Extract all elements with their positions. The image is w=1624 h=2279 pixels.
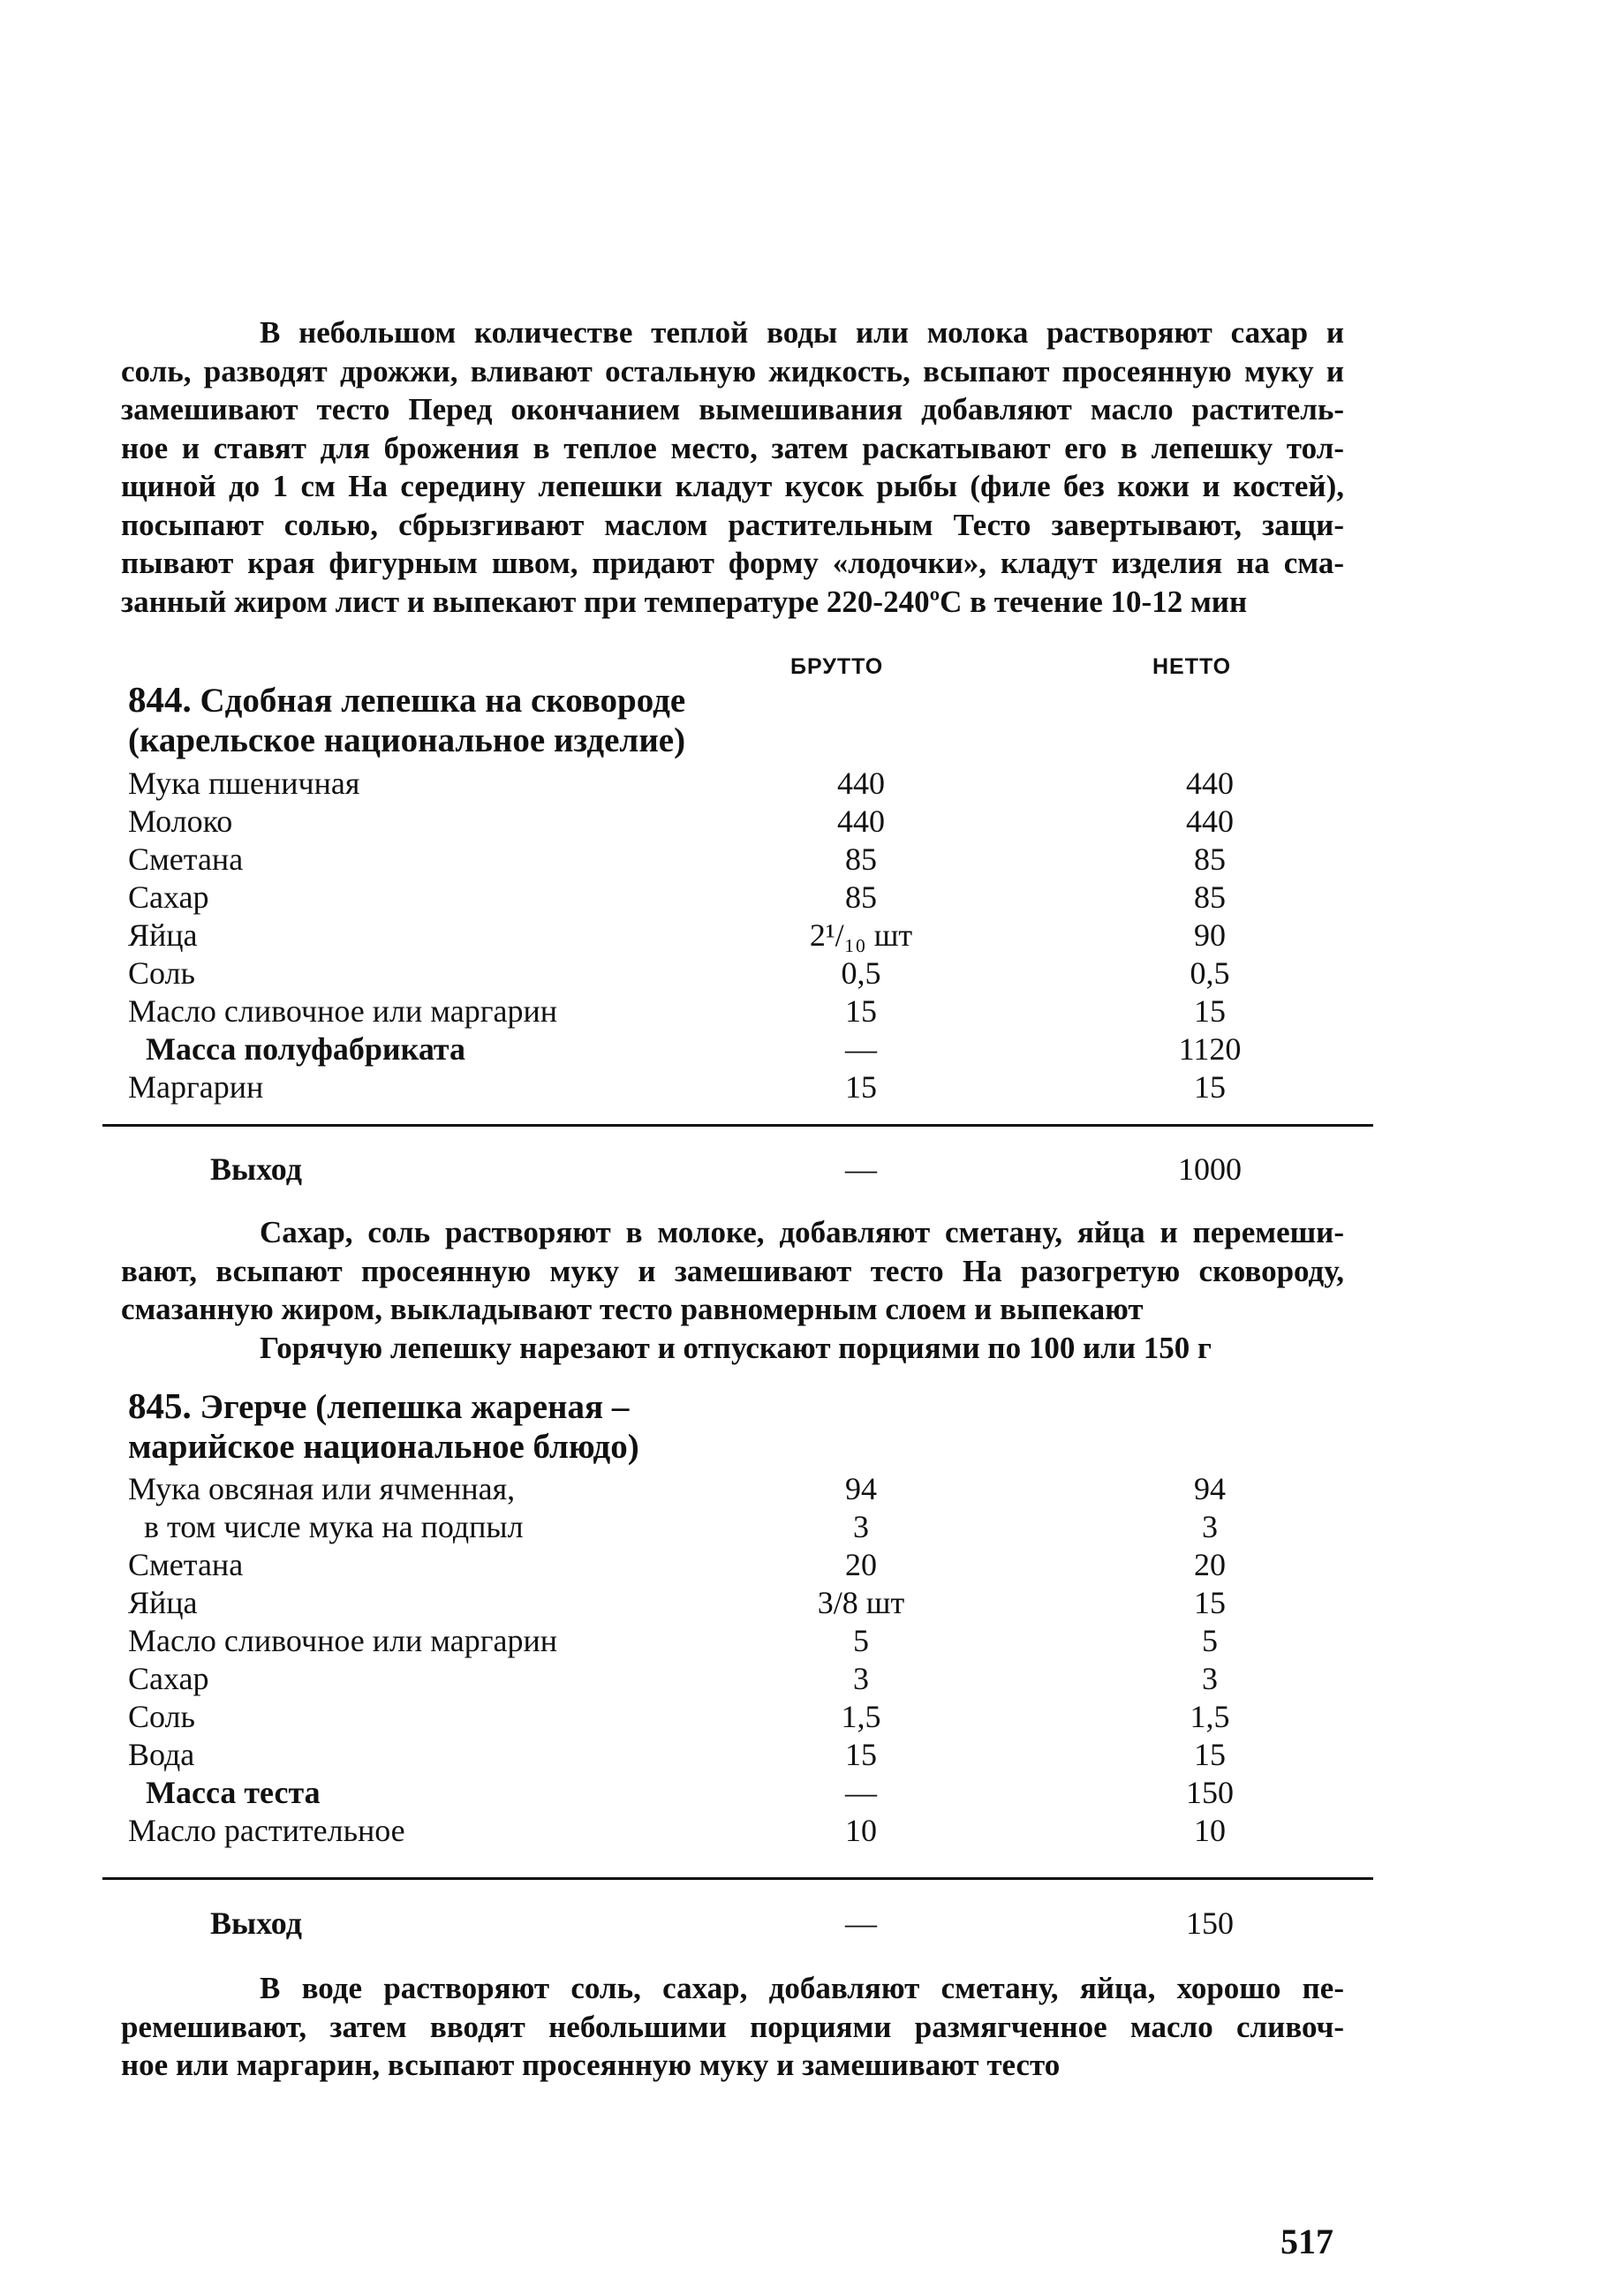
recipe-845-method <box>121 1969 1344 2085</box>
brutto-value: 1,5 <box>841 1699 881 1734</box>
ingredient-row <box>0 1774 1624 1812</box>
divider-rule <box>102 1124 1373 1127</box>
brutto-value: 3 <box>853 1661 869 1696</box>
brutto-value: 5 <box>853 1623 869 1658</box>
ingredient-row <box>0 1736 1624 1774</box>
ingredient-row <box>0 803 1624 841</box>
netto-value: 15 <box>1194 993 1226 1029</box>
text-line: Горячую лепешку нарезают и отпускают порциями по 100 или 150 г <box>260 1330 1212 1365</box>
ingredient-name: Соль <box>128 955 195 991</box>
ingredient-row <box>0 1508 1624 1546</box>
ingredient-name: Масло растительное <box>128 1813 405 1848</box>
ingredient-name: Соль <box>128 1699 195 1734</box>
ingredient-name: Сахар <box>128 1661 209 1696</box>
ingredient-row <box>0 1622 1624 1660</box>
ingredient-name: Маргарин <box>128 1069 264 1105</box>
yield-label: Выход <box>210 1151 302 1187</box>
brutto-value: 20 <box>845 1547 877 1582</box>
netto-value: 1,5 <box>1190 1699 1230 1734</box>
ingredient-row <box>0 1812 1624 1850</box>
netto-value: 90 <box>1194 917 1226 953</box>
ingredient-name: Вода <box>128 1737 195 1772</box>
netto-value: 85 <box>1194 879 1226 915</box>
recipe-844-title <box>128 680 685 760</box>
ingredient-row <box>0 879 1624 917</box>
text-line: занный жиром лист и выпекают при температуре 220-240ºС в течение 10-12 мин <box>121 584 1248 619</box>
brutto-value: 3/8 шт <box>817 1585 905 1620</box>
netto-value: 15 <box>1194 1737 1226 1772</box>
recipe-title-line: марийское национальное блюдо) <box>128 1428 639 1466</box>
recipe-845-title <box>128 1386 639 1467</box>
recipe-title-line: Сдобная лепешка на сковороде <box>200 682 686 720</box>
brutto-value: 15 <box>845 993 877 1029</box>
divider-rule <box>102 1877 1373 1880</box>
netto-value: 85 <box>1194 841 1226 877</box>
netto-value: 440 <box>1186 766 1234 801</box>
ingredient-row <box>0 841 1624 879</box>
brutto-value: — <box>845 1031 877 1067</box>
ingredient-row <box>0 1660 1624 1698</box>
intro-paragraph <box>121 313 1344 621</box>
netto-value: 10 <box>1194 1813 1226 1848</box>
ingredient-name: Масса полуфабриката <box>146 1031 466 1067</box>
netto-value: 3 <box>1202 1509 1218 1544</box>
text-line: вают, всыпают просеянную муку и замешивают тесто На разогретую сковороду, <box>121 1253 1344 1288</box>
text-line: щиной до 1 см На середину лепешки кладут кусок рыбы (филе без кожи и костей), <box>121 469 1344 503</box>
ingredient-row <box>0 1068 1624 1106</box>
yield-brutto: — <box>845 1905 877 1941</box>
text-line: замешивают тесто Перед окончанием вымешивания добавляют масло раститель- <box>121 392 1344 426</box>
ingredient-row <box>0 765 1624 803</box>
ingredient-row <box>0 1470 1624 1508</box>
ingredient-name: Мука овсяная или ячменная, <box>128 1471 516 1506</box>
brutto-value: 10 <box>845 1813 877 1848</box>
netto-value: 150 <box>1186 1775 1234 1810</box>
netto-value: 0,5 <box>1190 955 1230 991</box>
ingredient-name: Сметана <box>128 1547 244 1582</box>
ingredient-name: Молоко <box>128 804 233 839</box>
ingredient-name: Яйца <box>128 917 198 953</box>
netto-value: 5 <box>1202 1623 1218 1658</box>
brutto-value: 15 <box>845 1069 877 1105</box>
ingredient-name: Сметана <box>128 841 244 877</box>
yield-label: Выход <box>210 1905 302 1941</box>
brutto-value: 85 <box>845 879 877 915</box>
ingredient-row <box>0 955 1624 992</box>
ingredient-name: Мука пшеничная <box>128 766 360 801</box>
netto-value: 1120 <box>1178 1031 1242 1067</box>
ingredient-name: в том числе мука на подпыл <box>144 1509 524 1544</box>
page-number: 517 <box>1280 2222 1333 2261</box>
brutto-value: 85 <box>845 841 877 877</box>
ingredient-row <box>0 1584 1624 1622</box>
recipe-844-yield <box>0 1150 1624 1189</box>
recipe-number: 844. <box>128 679 192 720</box>
brutto-value: 15 <box>845 1737 877 1772</box>
column-header-netto: НЕТТО <box>1152 654 1232 679</box>
ingredient-name: Масло сливочное или маргарин <box>128 993 558 1029</box>
ingredient-row <box>0 1030 1624 1068</box>
netto-value: 15 <box>1194 1585 1226 1620</box>
yield-netto: 150 <box>1186 1905 1234 1941</box>
text-line: пывают края фигурным швом, придают форму «лодочки», кладут изделия на сма- <box>121 546 1344 580</box>
yield-netto: 1000 <box>1178 1151 1242 1187</box>
brutto-value: 440 <box>837 766 885 801</box>
ingredient-name: Яйца <box>128 1585 198 1620</box>
ingredient-row <box>0 1698 1624 1736</box>
text-line: Сахар, соль растворяют в молоке, добавляют сметану, яйца и перемеши- <box>260 1215 1344 1249</box>
ingredient-row <box>0 992 1624 1030</box>
column-header-brutto: БРУТТО <box>790 654 884 679</box>
text-line: ремешивают, затем вводят небольшими порциями размягченное масло сливоч- <box>121 2009 1344 2044</box>
text-line: соль, разводят дрожжи, вливают остальную жидкость, всыпают просеянную муку и <box>121 353 1344 389</box>
brutto-value: 2¹/₁₀ шт <box>809 917 913 953</box>
text-line: В небольшом количестве теплой воды или молока растворяют сахар и <box>260 315 1344 350</box>
brutto-value: 94 <box>845 1471 877 1506</box>
text-line: ное и ставят для брожения в теплое место, затем раскатывают его в лепешку тол- <box>121 430 1344 465</box>
recipe-844-method <box>121 1213 1344 1367</box>
netto-value: 15 <box>1194 1069 1226 1105</box>
ingredient-name: Масло сливочное или маргарин <box>128 1623 558 1658</box>
recipe-title-line: Эгерче (лепешка жареная – <box>200 1388 630 1426</box>
text-line: В воде растворяют соль, сахар, добавляют сметану, яйца, хорошо пе- <box>260 1971 1344 2005</box>
ingredient-row <box>0 1546 1624 1584</box>
ingredient-row <box>0 917 1624 955</box>
brutto-value: — <box>845 1775 877 1810</box>
netto-value: 94 <box>1194 1471 1226 1506</box>
netto-value: 3 <box>1202 1661 1218 1696</box>
ingredient-name: Масса теста <box>146 1775 321 1810</box>
netto-value: 20 <box>1194 1547 1226 1582</box>
text-line: смазанную жиром, выкладывают тесто равномерным слоем и выпекают <box>121 1292 1144 1326</box>
text-line: посыпают солью, сбрызгивают маслом растительным Тесто завертывают, защи- <box>121 507 1344 542</box>
recipe-title-line: (карельское национальное изделие) <box>128 721 686 759</box>
recipe-845-yield <box>0 1904 1624 1943</box>
ingredient-name: Сахар <box>128 879 209 915</box>
recipe-number: 845. <box>128 1385 192 1426</box>
brutto-value: 3 <box>853 1509 869 1544</box>
brutto-value: 440 <box>837 804 885 839</box>
yield-brutto: — <box>845 1151 877 1187</box>
netto-value: 440 <box>1186 804 1234 839</box>
text-line: ное или маргарин, всыпают просеянную муку и замешивают тесто <box>121 2048 1061 2082</box>
brutto-value: 0,5 <box>841 955 881 991</box>
